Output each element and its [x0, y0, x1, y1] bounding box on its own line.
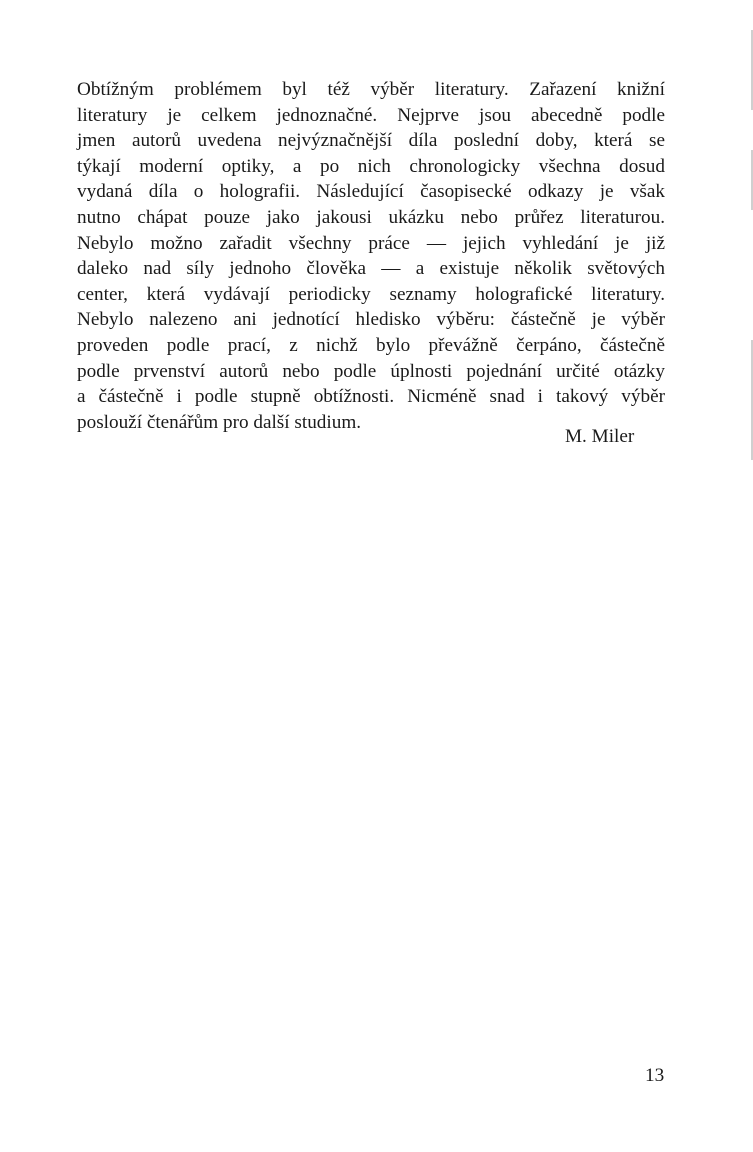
- paragraph-line: Obtížným problémem byl též výběr literatury. Zařazení knižní: [77, 79, 665, 100]
- paragraph-line: vydaná díla o holografii. Následující časopisecké odkazy je však: [77, 181, 665, 203]
- paragraph-line: a částečně i podle stupně obtížnosti. Nicméně snad i takový výběr: [77, 386, 665, 408]
- paragraph-line: podle prvenství autorů nebo podle úplnosti pojednání určité otázky: [77, 360, 665, 382]
- body-paragraph: [77, 77, 665, 435]
- paragraph-line: nutno chápat pouze jako jakousi ukázku nebo průřez literaturou.: [77, 206, 665, 228]
- paragraph-line: týkají moderní optiky, a po nich chronologicky všechna dosud: [77, 155, 665, 177]
- paragraph-line: Nebylo nalezeno ani jednotící hledisko výběru: částečně je výběr: [77, 309, 665, 331]
- paragraph-line: proveden podle prací, z nichž bylo převážně čerpáno, částečně: [77, 334, 665, 356]
- paragraph-line: center, která vydávají periodicky seznamy holografické literatury.: [77, 283, 665, 305]
- paragraph-line: Nebylo možno zařadit všechny práce — jejich vyhledání je již: [77, 232, 665, 254]
- paragraph-line: poslouží čtenářům pro další studium.: [77, 411, 362, 433]
- paragraph-line: jmen autorů uvedena nejvýznačnější díla poslední doby, která se: [77, 130, 665, 152]
- page-number: 13: [645, 1065, 665, 1086]
- paragraph-line: literatury je celkem jednoznačné. Nejprve jsou abecedně podle: [77, 104, 665, 126]
- paragraph-line: daleko nad síly jednoho člověka — a existuje několik světových: [77, 258, 665, 280]
- author-signature: M. Miler: [565, 426, 635, 447]
